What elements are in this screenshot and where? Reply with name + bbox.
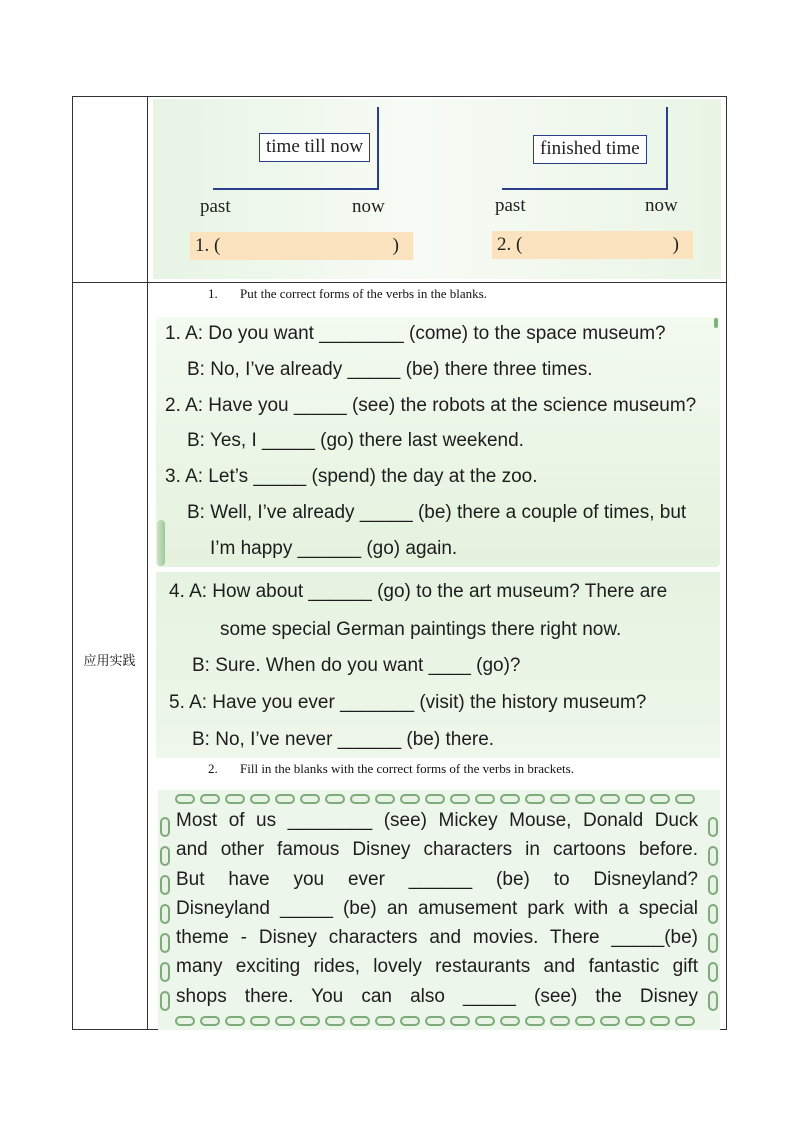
- passage-line: shops there. You can also _____ (see) the Disney: [176, 985, 698, 1007]
- chain-link: [161, 847, 169, 865]
- chain-link: [426, 1017, 444, 1025]
- exercise-1-line: B: Sure. When do you want ____ (go)?: [192, 655, 521, 676]
- left-now-label: now: [352, 196, 385, 217]
- timeline-illustration: [153, 99, 721, 279]
- exercise-1-line: 5. A: Have you ever _______ (visit) the history museum?: [169, 692, 647, 713]
- chain-link: [176, 1017, 194, 1025]
- exercise-2-number: 2.: [208, 761, 218, 776]
- chain-link: [301, 1017, 319, 1025]
- chain-link: [526, 1017, 544, 1025]
- chain-link: [276, 1017, 294, 1025]
- exercise-1-line: B: No, I’ve already _____ (be) there three times.: [187, 359, 593, 380]
- passage-line: Disneyland _____ (be) an amusement park with a special: [176, 897, 698, 919]
- chain-link: [161, 934, 169, 952]
- exercise-1-number: 1.: [208, 286, 218, 301]
- answer-blank-2: [492, 231, 693, 259]
- exercise-1-line: B: No, I’ve never ______ (be) there.: [192, 729, 495, 750]
- chain-link: [161, 876, 169, 894]
- chain-link: [201, 795, 219, 803]
- chain-link: [626, 1017, 644, 1025]
- chain-link: [401, 1017, 419, 1025]
- passage-line: But have you ever ______ (be) to Disneyland?: [176, 868, 698, 890]
- chain-link: [226, 1017, 244, 1025]
- answer-blank-1: [190, 232, 413, 260]
- answer-2-close: ): [672, 234, 679, 255]
- chain-link: [201, 1017, 219, 1025]
- chain-link: [351, 1017, 369, 1025]
- exercise-1-heading: [208, 286, 487, 302]
- exercise-1-line: 1. A: Do you want ________ (come) to the space museum?: [165, 323, 666, 344]
- exercise-1-instruction: Put the correct forms of the verbs in the blanks.: [240, 286, 487, 301]
- exercise-1-line: I’m happy ______ (go) again.: [210, 538, 458, 559]
- chain-link: [709, 963, 717, 981]
- chain-link: [526, 795, 544, 803]
- passage-line: Most of us ________ (see) Mickey Mouse, Donald Duck: [176, 810, 698, 831]
- chain-link: [476, 795, 494, 803]
- exercise-1-line: B: Yes, I _____ (go) there last weekend.: [187, 430, 524, 451]
- chain-link: [251, 795, 269, 803]
- exercise-1-line: 2. A: Have you _____ (see) the robots at the science museum?: [165, 395, 697, 416]
- chain-link: [451, 1017, 469, 1025]
- chain-link: [709, 934, 717, 952]
- answer-2-open: 2. (: [497, 234, 523, 255]
- chain-link: [161, 963, 169, 981]
- chain-link: [709, 992, 717, 1010]
- right-now-marker: [666, 107, 668, 190]
- leaf-decoration: [157, 520, 165, 566]
- chain-link: [676, 795, 694, 803]
- left-timeline-axis: [213, 188, 379, 190]
- chain-link: [376, 795, 394, 803]
- exercise-1-line: 4. A: How about ______ (go) to the art museum? There are: [169, 581, 668, 602]
- exercise-2-heading: [208, 761, 574, 777]
- exercise-2-instruction: Fill in the blanks with the correct forms of the verbs in brackets.: [240, 761, 574, 776]
- chain-link: [501, 795, 519, 803]
- time-till-now-label: time till now: [259, 133, 370, 162]
- passage-line: many exciting rides, lovely restaurants and fantastic gift: [176, 956, 698, 978]
- exercise-1-line: B: Well, I’ve already _____ (be) there a couple of times, but: [187, 502, 687, 523]
- chain-link: [501, 1017, 519, 1025]
- chain-link: [326, 1017, 344, 1025]
- chain-link: [551, 1017, 569, 1025]
- chain-link: [376, 1017, 394, 1025]
- chain-link: [351, 795, 369, 803]
- right-timeline-axis: [502, 188, 668, 190]
- chain-link: [676, 1017, 694, 1025]
- chain-link: [161, 905, 169, 923]
- chain-link: [161, 992, 169, 1010]
- right-now-label: now: [645, 195, 678, 216]
- chain-link: [451, 795, 469, 803]
- exercise-1-line: 3. A: Let’s _____ (spend) the day at the zoo.: [165, 466, 538, 487]
- left-now-marker: [377, 107, 379, 190]
- chain-link: [401, 795, 419, 803]
- chain-link: [709, 876, 717, 894]
- chain-link: [551, 795, 569, 803]
- finished-time-label: finished time: [533, 135, 647, 164]
- chain-link: [426, 795, 444, 803]
- answer-1-open: 1. (: [195, 235, 221, 256]
- chain-link: [626, 795, 644, 803]
- chain-link: [301, 795, 319, 803]
- passage-line: and other famous Disney characters in cartoons before.: [176, 839, 698, 861]
- left-past-label: past: [200, 196, 231, 217]
- right-past-label: past: [495, 195, 526, 216]
- chain-link: [276, 795, 294, 803]
- chain-link: [651, 1017, 669, 1025]
- chain-link: [326, 795, 344, 803]
- chain-link: [476, 1017, 494, 1025]
- chain-link: [251, 1017, 269, 1025]
- corner-decoration: [714, 318, 718, 328]
- chain-link: [601, 1017, 619, 1025]
- chain-link: [709, 847, 717, 865]
- disneyland-passage: [176, 806, 698, 1011]
- chain-link: [576, 1017, 594, 1025]
- chain-link: [709, 818, 717, 836]
- passage-line: theme - Disney characters and movies. There _____(be): [176, 927, 698, 949]
- table-column-divider: [147, 96, 148, 1030]
- chain-link: [651, 795, 669, 803]
- chain-link: [601, 795, 619, 803]
- table-row-divider: [72, 282, 727, 283]
- exercise-1-line: some special German paintings there right now.: [220, 619, 622, 640]
- chain-link: [576, 795, 594, 803]
- row-label-practice: 应用实践: [83, 654, 136, 669]
- chain-link: [226, 795, 244, 803]
- chain-link: [176, 795, 194, 803]
- chain-link: [161, 818, 169, 836]
- chain-link: [709, 905, 717, 923]
- answer-1-close: ): [392, 235, 399, 256]
